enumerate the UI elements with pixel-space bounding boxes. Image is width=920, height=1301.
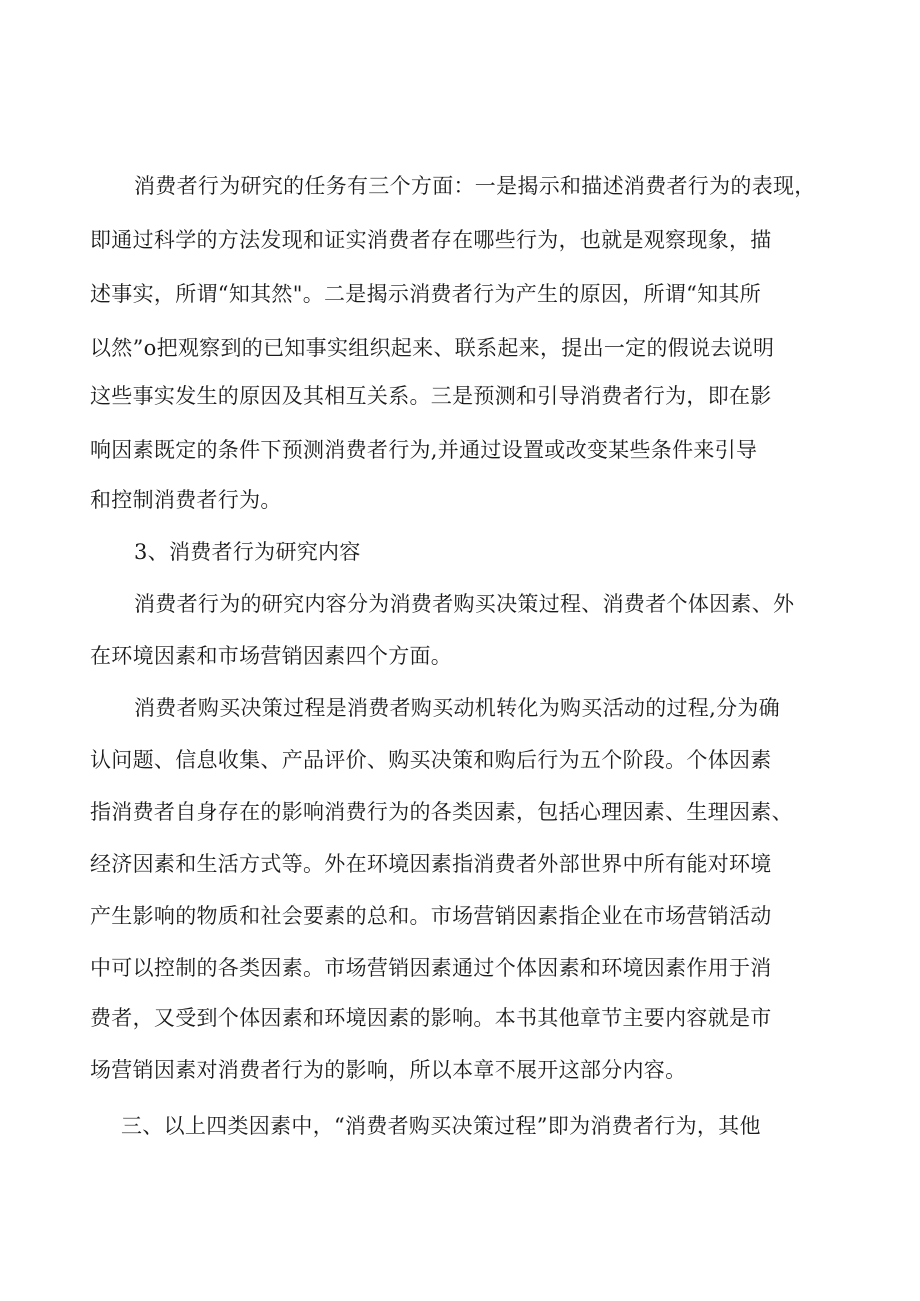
paragraph-line: 消费者行为的研究内容分为消费者购买决策过程、消费者个体因素、外 (134, 592, 795, 616)
paragraph-line: 述事实，所谓“知其然"。二是揭示消费者行为产生的原因，所谓“知其所 (90, 282, 762, 306)
section-heading: 3、消费者行为研究内容 (134, 540, 361, 564)
paragraph-line: 指消费者自身存在的影响消费行为的各类因素，包括心理因素、生理因素、 (90, 800, 793, 824)
paragraph-line: 场营销因素对消费者行为的影响，所以本章不展开这部分内容。 (90, 1058, 687, 1082)
paragraph-line: 消费者行为研究的任务有三个方面：一是揭示和描述消费者行为的表现， (134, 174, 816, 198)
paragraph-line: 响因素既定的条件下预测消费者行为,并通过设置或改变某些条件来引导 (90, 438, 758, 462)
paragraph-line: 产生影响的物质和社会要素的总和。市场营销因素指企业在市场营销活动 (90, 904, 772, 928)
paragraph-line: 经济因素和生活方式等。外在环境因素指消费者外部世界中所有能对环境 (90, 852, 772, 876)
paragraph-line: 费者，又受到个体因素和环境因素的影响。本书其他章节主要内容就是市 (90, 1006, 772, 1030)
paragraph-line: 即通过科学的方法发现和证实消费者存在哪些行为，也就是观察现象，描 (90, 228, 772, 252)
paragraph-line: 和控制消费者行为。 (90, 488, 282, 512)
paragraph-line: 认问题、信息收集、产品评价、购买决策和购后行为五个阶段。个体因素 (90, 748, 772, 772)
paragraph-line: 中可以控制的各类因素。市场营销因素通过个体因素和环境因素作用于消 (90, 956, 772, 980)
paragraph-line: 三、以上四类因素中，“消费者购买决策过程”即为消费者行为，其他 (121, 1114, 761, 1138)
paragraph-line: 这些事实发生的原因及其相互关系。三是预测和引导消费者行为，即在影 (90, 384, 772, 408)
paragraph-line: 消费者购买决策过程是消费者购买动机转化为购买活动的过程,分为确 (134, 696, 780, 720)
paragraph-line: 在环境因素和市场营销因素四个方面。 (90, 644, 453, 668)
paragraph-line: 以然”o把观察到的已知事实组织起来、联系起来，提出一定的假说去说明 (90, 336, 775, 360)
